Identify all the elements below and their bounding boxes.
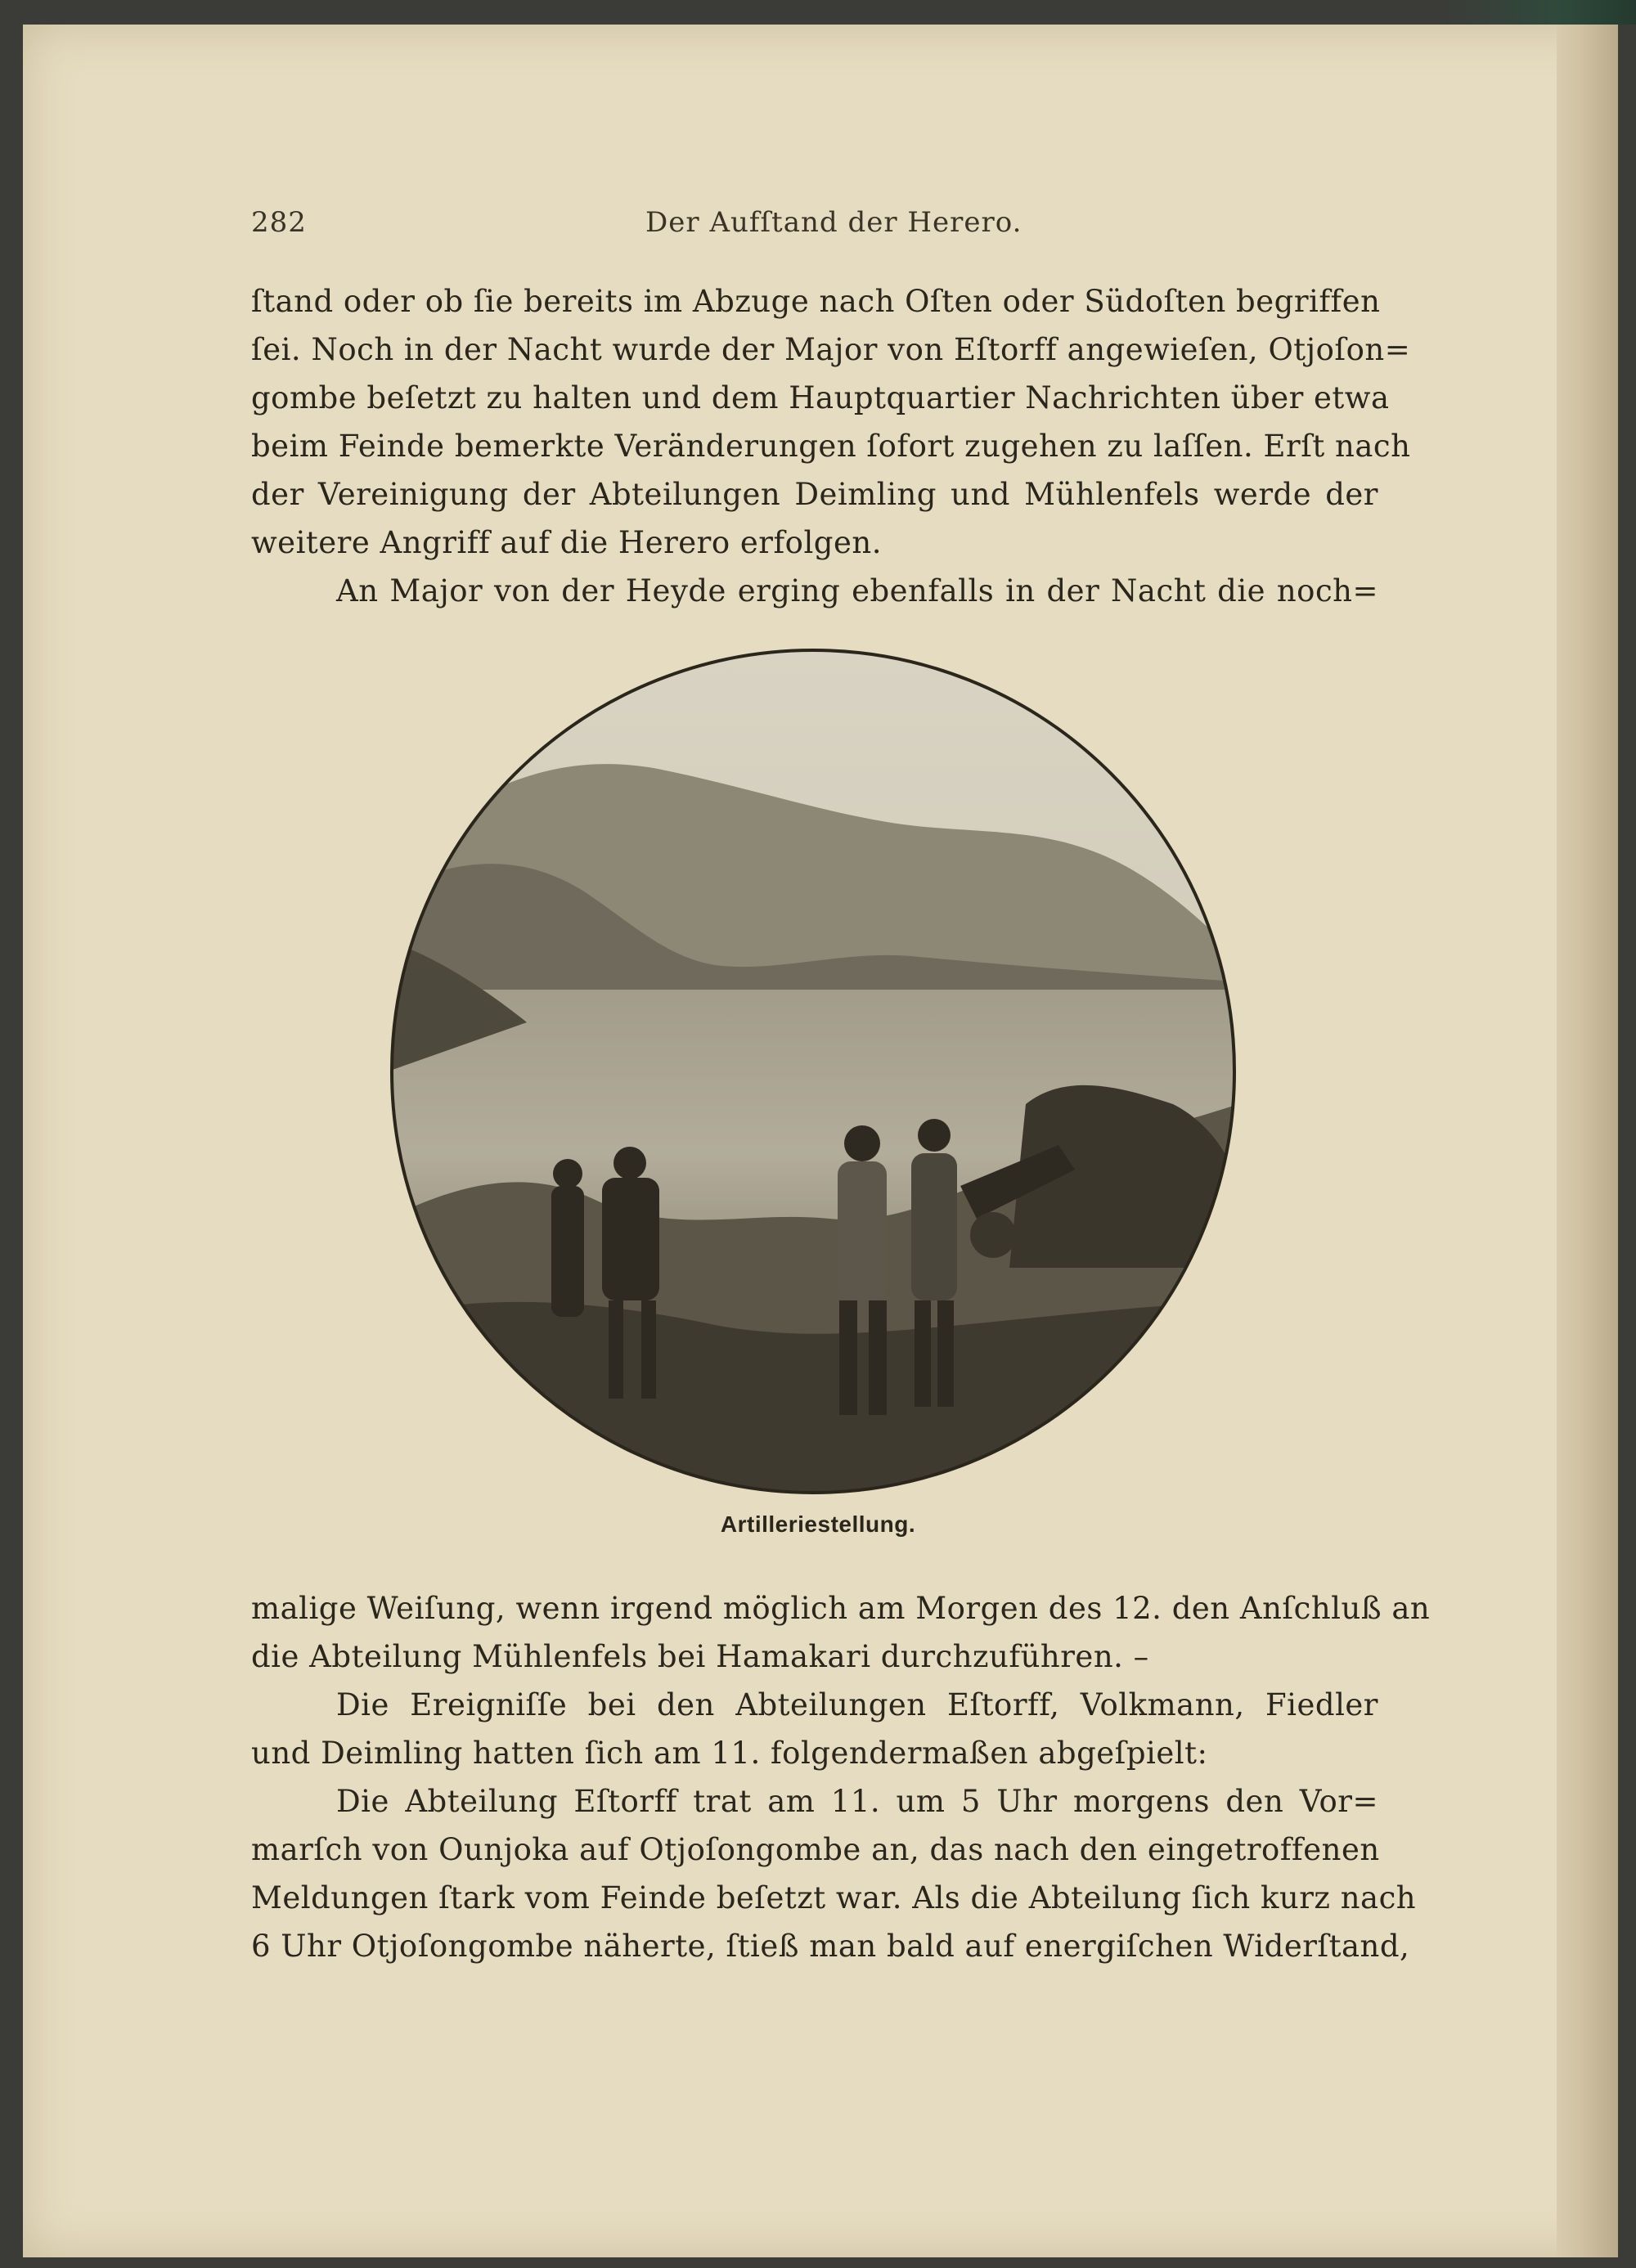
text-line: Meldungen ſtark vom Feinde beſetzt war. Als die Abteilung ſich kurz nach	[251, 1880, 1417, 1915]
text-line: die Abteilung Mühlenfels bei Hamakari durchzuführen. –	[251, 1639, 1149, 1674]
text-line: Die Ereigniſſe bei den Abteilungen Eſtorff, Volkmann, Fiedler	[336, 1687, 1378, 1722]
text-line: malige Weiſung, wenn irgend möglich am Morgen des 12. den Anſchluß an	[251, 1591, 1431, 1626]
circular-photograph	[388, 646, 1238, 1497]
text-line: der Vereinigung der Abteilungen Deimling und Mühlenfels werde der	[251, 477, 1378, 512]
text-line: Die Abteilung Eſtorff trat am 11. um 5 Uhr morgens den Vor=	[336, 1784, 1378, 1819]
figure-caption: Artilleriestellung.	[720, 1511, 916, 1537]
text-line: gombe beſetzt zu halten und dem Hauptquartier Nachrichten über etwa	[251, 380, 1390, 415]
text-line: marſch von Ounjoka auf Otjoſongombe an, das nach den eingetroffenen	[251, 1832, 1380, 1867]
book-cover-edge	[1444, 0, 1636, 25]
page-number: 282	[251, 206, 307, 239]
text-before-figure	[251, 277, 1411, 615]
running-title: Der Aufſtand der Herero.	[645, 206, 1022, 239]
text-line: 6 Uhr Otjoſongombe näherte, ſtieß man bald auf energiſchen Widerſtand,	[251, 1929, 1410, 1964]
page-binding-shadow	[1557, 25, 1618, 2257]
text-line: ſtand oder ob ſie bereits im Abzuge nach Oſten oder Südoſten begriffen	[251, 284, 1381, 319]
text-line: beim Feinde bemerkte Veränderungen ſofort zugehen zu laſſen. Erſt nach	[251, 429, 1411, 464]
text-line: An Major von der Heyde erging ebenfalls in der Nacht die noch=	[336, 573, 1378, 609]
text-line: weitere Angriff auf die Herero erfolgen.	[251, 525, 882, 560]
text-line: ſei. Noch in der Nacht wurde der Major von Eſtorff angewieſen, Otjoſon=	[251, 332, 1411, 367]
text-after-figure	[251, 1584, 1431, 1970]
text-line: und Deimling hatten ſich am 11. folgendermaßen abgeſpielt:	[251, 1736, 1208, 1771]
page-header	[228, 203, 1378, 252]
